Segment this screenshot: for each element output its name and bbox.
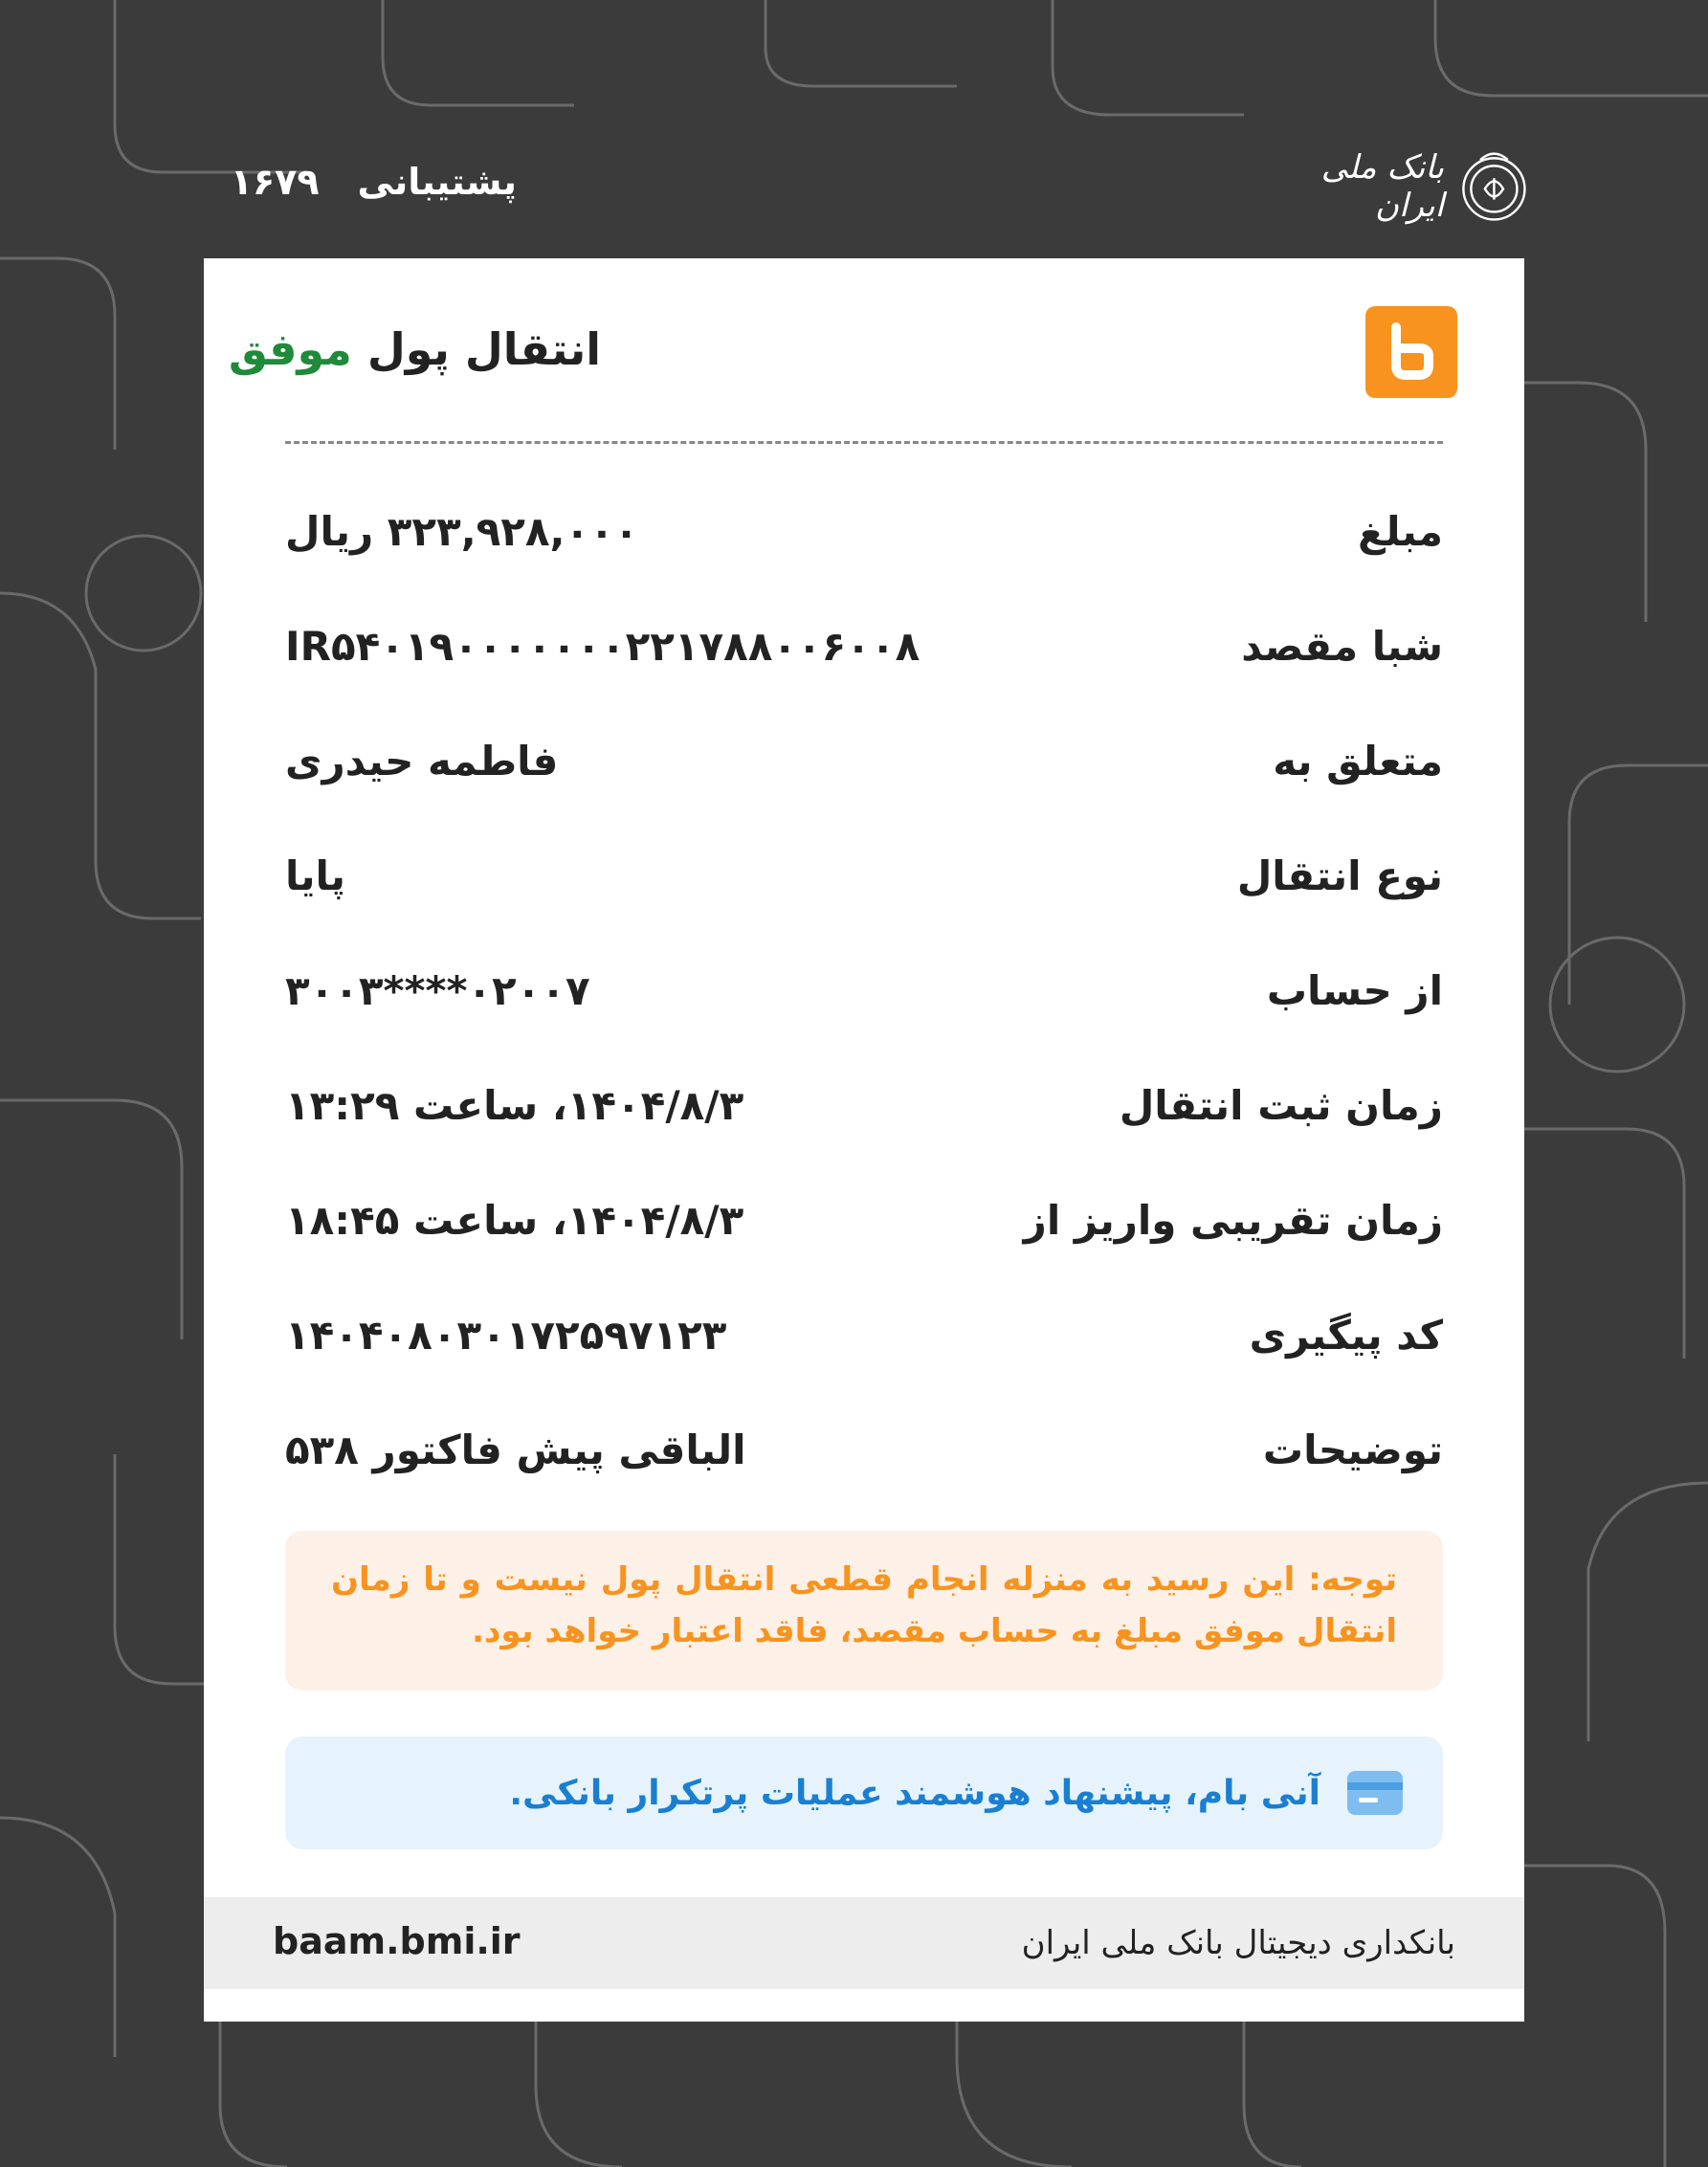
detail-label: زمان ثبت انتقال xyxy=(1119,1081,1443,1129)
detail-label: کد پیگیری xyxy=(1249,1311,1443,1359)
detail-value: الباقی پیش فاکتور ۵۳۸ xyxy=(285,1426,746,1473)
promo-banner[interactable] xyxy=(285,1736,1443,1849)
detail-label: نوع انتقال xyxy=(1236,851,1443,899)
detail-label: متعلق به xyxy=(1273,737,1443,785)
detail-row-deposit-time xyxy=(285,1162,1443,1277)
detail-value: ۳۲۳,۹۲۸,۰۰۰ ریال xyxy=(285,507,639,555)
baam-app-icon xyxy=(1365,306,1457,398)
detail-row-tracking-code xyxy=(285,1277,1443,1392)
footer-website-link[interactable]: baam.bmi.ir xyxy=(273,1920,521,1962)
support-label: پشتیبانی xyxy=(357,161,517,203)
detail-label: از حساب xyxy=(1266,966,1443,1014)
receipt-header xyxy=(204,306,1524,402)
page-title xyxy=(229,323,601,375)
detail-row-amount xyxy=(285,474,1443,588)
detail-row-from-account xyxy=(285,933,1443,1048)
support-number[interactable]: ۱۶۷۹ xyxy=(230,161,320,203)
support-info[interactable] xyxy=(201,153,517,210)
card-icon xyxy=(1347,1771,1403,1815)
detail-row-description xyxy=(285,1392,1443,1507)
divider xyxy=(285,441,1443,444)
receipt-footer xyxy=(204,1897,1524,1989)
detail-label: مبلغ xyxy=(1358,507,1443,555)
detail-value: ۱۴۰۴۰۸۰۳۰۱۷۲۵۹۷۱۲۳ xyxy=(285,1311,727,1359)
receipt-details xyxy=(285,474,1443,1507)
top-bar xyxy=(0,0,1708,258)
receipt-card xyxy=(204,258,1524,2022)
detail-label: زمان تقریبی واریز از xyxy=(1023,1196,1443,1244)
detail-row-register-time xyxy=(285,1048,1443,1162)
detail-value: ۱۴۰۴/۸/۳، ساعت ۱۳:۲۹ xyxy=(285,1081,744,1129)
detail-label: توضیحات xyxy=(1262,1426,1443,1473)
title-status: موفق xyxy=(228,323,352,375)
detail-row-iban xyxy=(285,588,1443,703)
detail-value: پایا xyxy=(285,851,346,899)
bank-emblem-icon xyxy=(1457,134,1531,239)
title-prefix: انتقال پول xyxy=(366,323,601,375)
detail-value: ۱۴۰۴/۸/۳، ساعت ۱۸:۴۵ xyxy=(285,1196,744,1244)
detail-row-owner xyxy=(285,703,1443,818)
detail-label: شبا مقصد xyxy=(1241,622,1443,670)
promo-text: آنی بام، پیشنهاد هوشمند عملیات پرتکرار بانکی. xyxy=(509,1773,1320,1813)
bank-name: بانک ملی ایران xyxy=(1320,148,1445,225)
detail-value: ۰۲۰۰۷****۳۰۰۳ xyxy=(285,966,590,1014)
detail-row-transfer-type xyxy=(285,818,1443,933)
detail-value: IR۵۴۰۱۹۰۰۰۰۰۰۰۲۲۱۷۸۸۰۰۶۰۰۸ xyxy=(285,622,921,670)
bank-logo xyxy=(1282,129,1531,244)
warning-notice: توجه: این رسید به منزله انجام قطعی انتقال پول نیست و تا زمان انتقال موفق مبلغ به حساب مقصد، فاقد اعتبار خواهد بود. xyxy=(285,1531,1443,1691)
footer-tagline: بانکداری دیجیتال بانک ملی ایران xyxy=(1021,1924,1455,1962)
detail-value: فاطمه حیدری xyxy=(285,737,559,785)
